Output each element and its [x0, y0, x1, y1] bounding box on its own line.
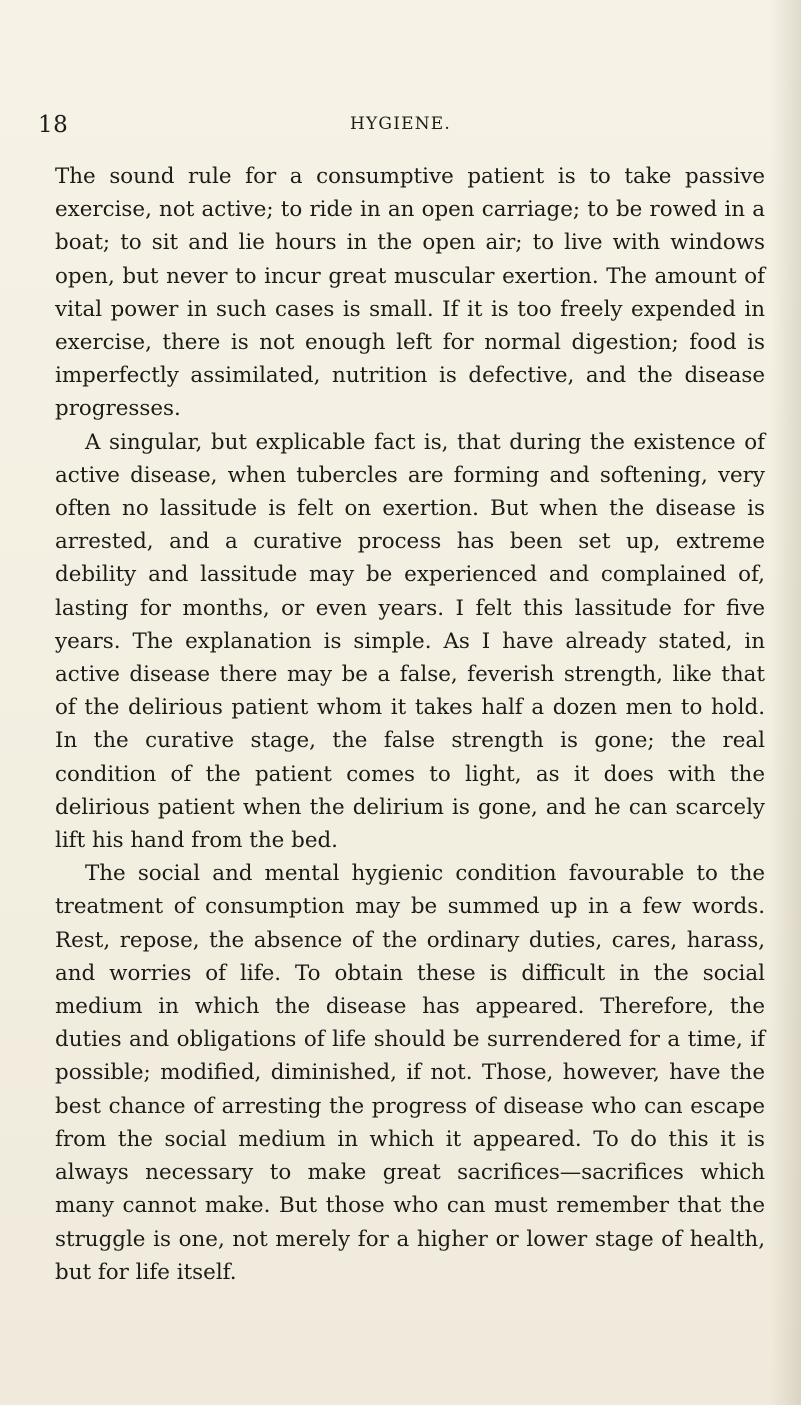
page-number: 18	[38, 112, 69, 138]
page-header	[0, 112, 801, 146]
paragraph-2: A singular, but explicable fact is, that during the existence of active disease, when tubercles are forming and softening, very often no lassitude is felt on exertion. But when the disease is arrested, and a curative process has been set up, extreme debility and lassitude may be experienced and complained of, lasting for months, or even years. I felt this lassitude for five years. The explanation is simple. As I have already stated, in active disease there may be a false, feverish strength, like that of the delirious patient whom it takes half a dozen men to hold. In the curative stage, the false strength is gone; the real condition of the patient comes to light, as it does with the delirious patient when the delirium is gone, and he can scarcely lift his hand from the bed.	[55, 429, 765, 854]
paragraph-1: The sound rule for a consumptive patient is to take passive exercise, not active; to ride in an open carriage; to be rowed in a boat; to sit and lie hours in the open air; to live with windows open, but never to incur great muscular exertion. The amount of vital power in such cases is small. If it is too freely expended in exercise, there is not enough left for normal digestion; food is imperfectly assimilated, nutrition is defective, and the disease progresses.	[55, 164, 765, 422]
body-text	[55, 160, 765, 1289]
running-head: HYGIENE.	[349, 114, 452, 134]
paragraph-3: The social and mental hygienic condition favourable to the treatment of consumption may be summed up in a few words. Rest, repose, the absence of the ordinary duties, cares, harass, and worries of life. To obtain these is difficult in the social medium in which the disease has appeared. Therefore, the duties and obligations of life should be surrendered for a time, if possible; modified, diminished, if not. Those, however, have the best chance of arresting the progress of disease who can escape from the social medium in which it appeared. To do this it is always necessary to make great sacrifices—sacrifices which many cannot make. But those who can must remember that the struggle is one, not merely for a higher or lower stage of health, but for life itself.	[55, 861, 765, 1285]
